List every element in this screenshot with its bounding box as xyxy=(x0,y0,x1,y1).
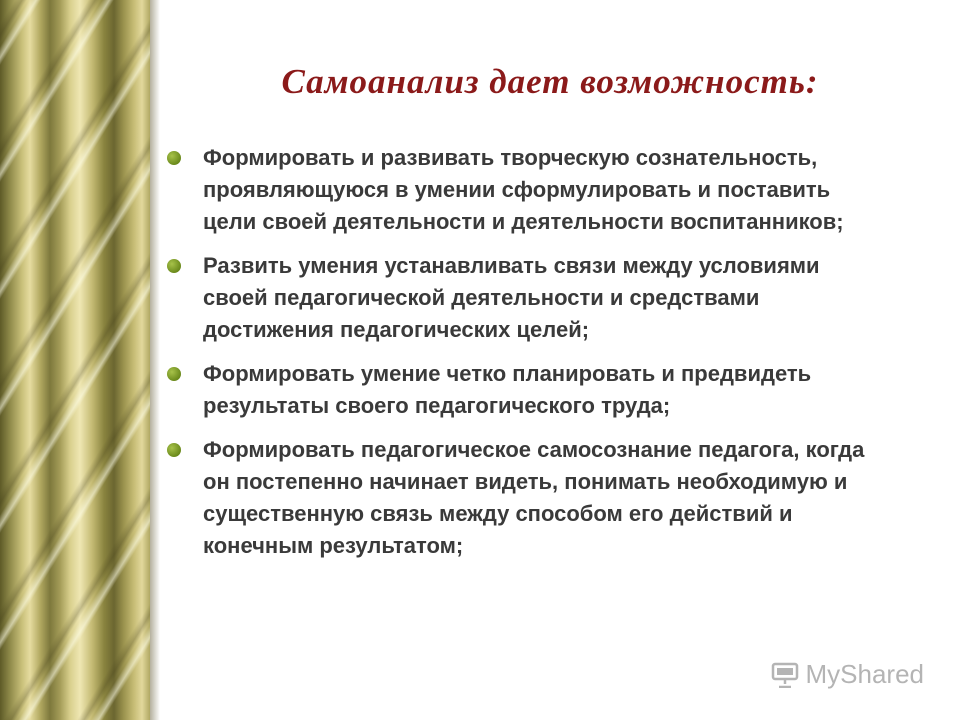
bullet-text: Формировать умение четко планировать и предвидеть результаты своего педагогического труда; xyxy=(203,361,812,418)
bullet-dot-icon xyxy=(167,259,181,273)
bullet-item xyxy=(165,142,885,238)
myshared-watermark xyxy=(770,659,925,690)
bullet-dot-icon xyxy=(167,443,181,457)
decorative-side-border xyxy=(0,0,150,720)
bullet-text: Формировать и развивать творческую сознательность, проявляющуюся в умении сформулировать и поставить цели своей деятельности и деятельности воспитанников; xyxy=(203,145,844,234)
bullet-dot-icon xyxy=(167,367,181,381)
slide-title: Самоанализ дает возможность: xyxy=(281,62,819,101)
bullet-item xyxy=(165,358,885,422)
presentation-board-icon xyxy=(770,662,800,688)
bullet-item xyxy=(165,434,885,562)
bullet-text: Развить умения устанавливать связи между условиями своей педагогической деятельности и средствами достижения педагогических целей; xyxy=(203,253,820,342)
bullet-dot-icon xyxy=(167,151,181,165)
watermark-text: MyShared xyxy=(805,659,924,689)
side-border-shadow xyxy=(150,0,160,720)
bullet-text: Формировать педагогическое самосознание педагога, когда он постепенно начинает видеть, понимать необходимую и существенную связь между способом его действий и конечным результатом; xyxy=(203,437,865,558)
bullet-item xyxy=(165,250,885,346)
bullet-list xyxy=(165,142,885,574)
